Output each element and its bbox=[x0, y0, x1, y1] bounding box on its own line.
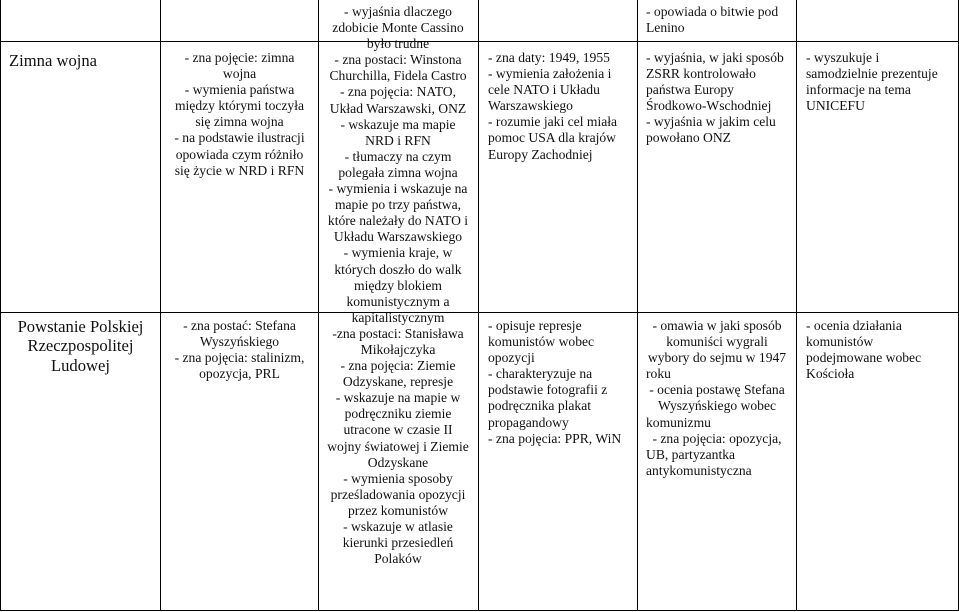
text-line: Wyszyńskiego wobec bbox=[657, 398, 777, 414]
text-line: Zimna wojna bbox=[9, 51, 98, 70]
text-line: przez komunistów bbox=[347, 502, 449, 518]
text-line: mapie po trzy państwa, bbox=[334, 197, 462, 213]
text-line: opozycja, PRL bbox=[199, 366, 280, 382]
text-line: - wyjaśnia dlaczego bbox=[344, 4, 452, 19]
text-line: - wskazuje na mapie w bbox=[335, 390, 461, 406]
text-line: samodzielnie prezentuje bbox=[806, 66, 938, 82]
text-line: komunizmu bbox=[646, 414, 711, 430]
table-border-top bbox=[0, 41, 959, 42]
text-line: - wymienia sposoby bbox=[343, 470, 453, 486]
text-line: - wyszukuje i bbox=[806, 50, 880, 65]
text-line: - na podstawie ilustracji bbox=[174, 130, 305, 146]
text-line: Europy Zachodniej bbox=[488, 146, 593, 162]
text-line: Odzyskane, represje bbox=[342, 374, 454, 390]
row1-col-c bbox=[488, 50, 617, 163]
text-line: - wyjaśnia w jakim celu bbox=[646, 114, 776, 130]
text-line: ZSRR kontrolowało bbox=[646, 66, 756, 82]
text-line: - zna pojęcia: NATO, bbox=[339, 84, 456, 100]
text-line: Churchilla, Fidela Castro bbox=[329, 68, 467, 84]
table-border-bottom bbox=[0, 610, 959, 611]
text-line: propagandowy bbox=[488, 414, 569, 430]
text-line: informacje na tema bbox=[806, 82, 911, 98]
middle-column bbox=[320, 4, 476, 567]
text-line: - wymienia i wskazuje na bbox=[328, 181, 468, 197]
text-line: Kościoła bbox=[806, 366, 855, 382]
text-line: Układ Warszawski, ONZ bbox=[329, 100, 467, 116]
col-divider-6 bbox=[796, 0, 797, 611]
text-line: - wymienia państwa bbox=[184, 82, 295, 98]
text-line: opowiada czym różniło bbox=[175, 146, 304, 162]
text-line: Wyszyńskiego bbox=[199, 334, 280, 350]
text-line: komunistów bbox=[806, 334, 874, 350]
text-line: wojny światowej i Ziemie bbox=[327, 438, 469, 454]
text-line: - zna daty: 1949, 1955 bbox=[488, 50, 610, 65]
text-line: było trudne bbox=[366, 36, 430, 52]
text-line: - tłumaczy na czym bbox=[344, 148, 452, 164]
row2-col-e bbox=[806, 318, 921, 382]
text-line: - zna pojęcia: stalinizm, bbox=[174, 350, 305, 366]
text-line: - charakteryzuje na bbox=[488, 366, 593, 382]
text-line: komunistycznym a bbox=[346, 293, 450, 309]
text-line: - wskazuje w atlasie bbox=[343, 519, 453, 534]
row1-col-b bbox=[161, 50, 318, 179]
text-line: - wymienia kraje, w bbox=[343, 245, 453, 261]
col-divider-3 bbox=[318, 0, 319, 611]
text-line: kapitalistycznym bbox=[351, 309, 445, 325]
text-line: wojna bbox=[222, 66, 257, 82]
text-line: zdobicie Monte Cassino bbox=[332, 20, 464, 36]
text-line: polegała zimna wojna bbox=[338, 164, 458, 180]
text-line: wybory do sejmu w 1947 bbox=[647, 350, 787, 366]
text-line: Warszawskiego bbox=[488, 98, 573, 114]
text-line: komunistów wobec bbox=[488, 334, 595, 350]
text-line: - opowiada o bitwie pod bbox=[646, 4, 779, 19]
text-line: - ocenia postawę Stefana bbox=[649, 382, 785, 398]
text-line: - zna postać: Stefana bbox=[183, 318, 296, 333]
text-line: między którymi toczyła bbox=[174, 98, 305, 114]
text-line: - wyjaśnia, w jaki sposób bbox=[646, 50, 784, 65]
prev-row-col-d bbox=[646, 4, 778, 36]
row2-col-d bbox=[638, 318, 796, 479]
text-line: komuniści wygrali bbox=[666, 334, 768, 350]
text-line: - opisuje represje bbox=[488, 318, 582, 333]
text-line: Lenino bbox=[646, 20, 685, 36]
text-line: które należały do NATO i bbox=[327, 213, 469, 229]
text-line: UB, partyzantka bbox=[646, 446, 736, 462]
text-line: - ocenia działania bbox=[806, 318, 902, 333]
row1-col-e bbox=[806, 50, 938, 114]
text-line: utracone w czasie II bbox=[343, 422, 453, 438]
text-line: opozycji bbox=[488, 350, 535, 366]
text-line: cele NATO i Układu bbox=[488, 82, 600, 98]
row2-col-c bbox=[488, 318, 621, 447]
text-line: Układu Warszawskiego bbox=[333, 229, 463, 245]
text-line: podejmowane wobec bbox=[806, 350, 922, 366]
row-topic-zimna-wojna bbox=[9, 51, 97, 70]
text-line: - wymienia założenia i bbox=[488, 66, 612, 82]
text-line: się zimna wojna bbox=[195, 114, 284, 130]
text-line: - zna postaci: Winstona bbox=[334, 52, 462, 68]
text-line: podręczniku ziemie bbox=[344, 406, 452, 422]
col-divider-5 bbox=[637, 0, 638, 611]
text-line: między blokiem bbox=[354, 277, 442, 293]
text-line: antykomunistyczna bbox=[646, 462, 752, 478]
text-line: - zna pojęcia: PPR, WiN bbox=[488, 430, 622, 446]
row2-col-b bbox=[161, 318, 318, 382]
text-line: powołano ONZ bbox=[646, 130, 731, 146]
text-line: kierunki przesiedleń bbox=[342, 535, 454, 551]
text-line: Powstanie Polskiej bbox=[17, 317, 144, 336]
text-line: się życie w NRD i RFN bbox=[174, 162, 305, 178]
text-line: - zna pojęcia: Ziemie bbox=[340, 358, 456, 374]
col-divider-4 bbox=[478, 0, 479, 611]
col-divider-1 bbox=[0, 0, 1, 611]
text-line: państwa Europy bbox=[646, 82, 734, 98]
text-line: Polaków bbox=[374, 551, 422, 567]
text-line: - wskazuje ma mapie bbox=[340, 116, 456, 132]
text-line: podstawie fotografii z bbox=[488, 382, 608, 398]
text-line: Mikołajczyka bbox=[360, 341, 436, 357]
text-line: których doszło do walk bbox=[334, 261, 462, 277]
text-line: podręcznika plakat bbox=[488, 398, 592, 414]
row-topic-powstanie-prl bbox=[1, 317, 160, 375]
text-line: -zna postaci: Stanisława bbox=[332, 325, 464, 341]
text-line: prześladowania opozycji bbox=[330, 486, 466, 502]
text-line: Odzyskane bbox=[367, 454, 429, 470]
text-line: roku bbox=[646, 366, 671, 382]
text-line: - omawia w jaki sposób bbox=[652, 318, 782, 333]
text-line: - zna pojęcie: zimna bbox=[184, 50, 295, 65]
text-line: Środkowo-Wschodniej bbox=[646, 98, 772, 114]
text-line: UNICEFU bbox=[806, 98, 865, 114]
text-line: Ludowej bbox=[51, 355, 110, 375]
text-line: - rozumie jaki cel miała bbox=[488, 114, 618, 130]
text-line: - zna pojęcia: opozycja, bbox=[652, 430, 782, 446]
text-line: Rzeczpospolitej bbox=[27, 336, 134, 356]
row1-col-d bbox=[646, 50, 784, 147]
text-line: pomoc USA dla krajów bbox=[488, 130, 616, 146]
text-line: NRD i RFN bbox=[365, 132, 431, 148]
row-divider bbox=[0, 312, 959, 313]
